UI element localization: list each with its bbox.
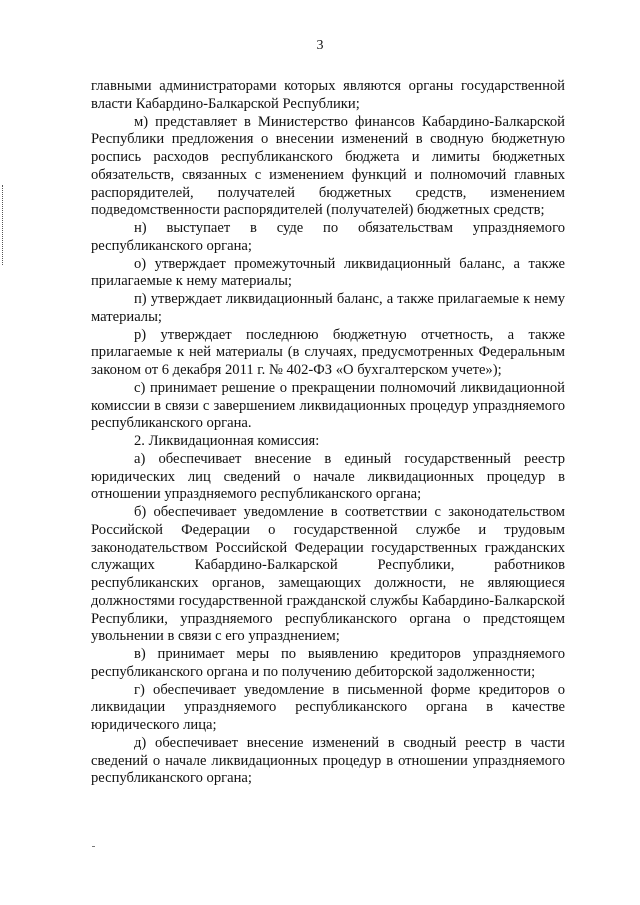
footer-mark	[92, 846, 95, 847]
paragraph-item-n: н) выступает в суде по обязательствам упраздняемого республиканского органа;	[91, 220, 565, 254]
paragraph-item-a: а) обеспечивает внесение в единый государственный реестр юридических лиц сведений о начале ликвидационных процедур в отношении упраздняемого республиканского органа;	[91, 450, 565, 503]
paragraph-item-p: п) утверждает ликвидационный баланс, а также прилагаемые к нему материалы;	[91, 291, 565, 325]
paragraph-continuation: главными администраторами которых являются органы государственной власти Кабардино-Балкарской Республики;	[91, 78, 565, 112]
paragraph-item-r: р) утверждает последнюю бюджетную отчетность, а также прилагаемые к ней материалы (в случаях, предусмотренных Федеральным законом от 6 декабря 2011 г. № 402-ФЗ «О бухгалтерском учете»);	[91, 326, 565, 378]
paragraph-item-s: с) принимает решение о прекращении полномочий ликвидационной комиссии в связи с завершением ликвидационных процедур упраздняемого республиканского органа.	[91, 379, 565, 432]
section-heading-liquidation-commission: 2. Ликвидационная комиссия:	[134, 433, 320, 449]
document-body	[91, 78, 565, 788]
paragraph-item-o: о) утверждает промежуточный ликвидационный баланс, а также прилагаемые к нему материалы;	[91, 255, 565, 290]
paragraph-item-m: м) представляет в Министерство финансов Кабардино-Балкарской Республики предложения о внесении изменений в сводную бюджетную роспись расходов республиканского бюджета и лимиты бюджетных обязательств, связанных с изменением функций и полномочий главных распорядителей, получателей бюджетных средств, изменением подведомственности распорядителей (получателей) бюджетных средств;	[91, 113, 565, 219]
paragraph-item-b: б) обеспечивает уведомление в соответствии с законодательством Российской Федерации о государственной службе и трудовым законодательством Российской Федерации государственных гражданских служащих Кабардино-Балкарской Республики, работников республиканских органов, замещающих должности, не являющиеся должностями государственной гражданской службы Кабардино-Балкарской Республики, упраздняемого республиканского органа о предстоящем увольнении в связи с его упразднением;	[91, 504, 565, 645]
paragraph-item-g: г) обеспечивает уведомление в письменной форме кредиторов о ликвидации упраздняемого республиканского органа в качестве юридического лица;	[91, 681, 565, 733]
page-number: 3	[316, 38, 324, 53]
paragraph-item-d: д) обеспечивает внесение изменений в сводный реестр в части сведений о начале ликвидационных процедур в отношении упраздняемого республиканского органа;	[91, 734, 565, 787]
paragraph-item-v: в) принимает меры по выявлению кредиторов упраздняемого республиканского органа и по получению дебиторской задолженности;	[91, 646, 565, 680]
margin-stamp-mark	[2, 185, 6, 265]
